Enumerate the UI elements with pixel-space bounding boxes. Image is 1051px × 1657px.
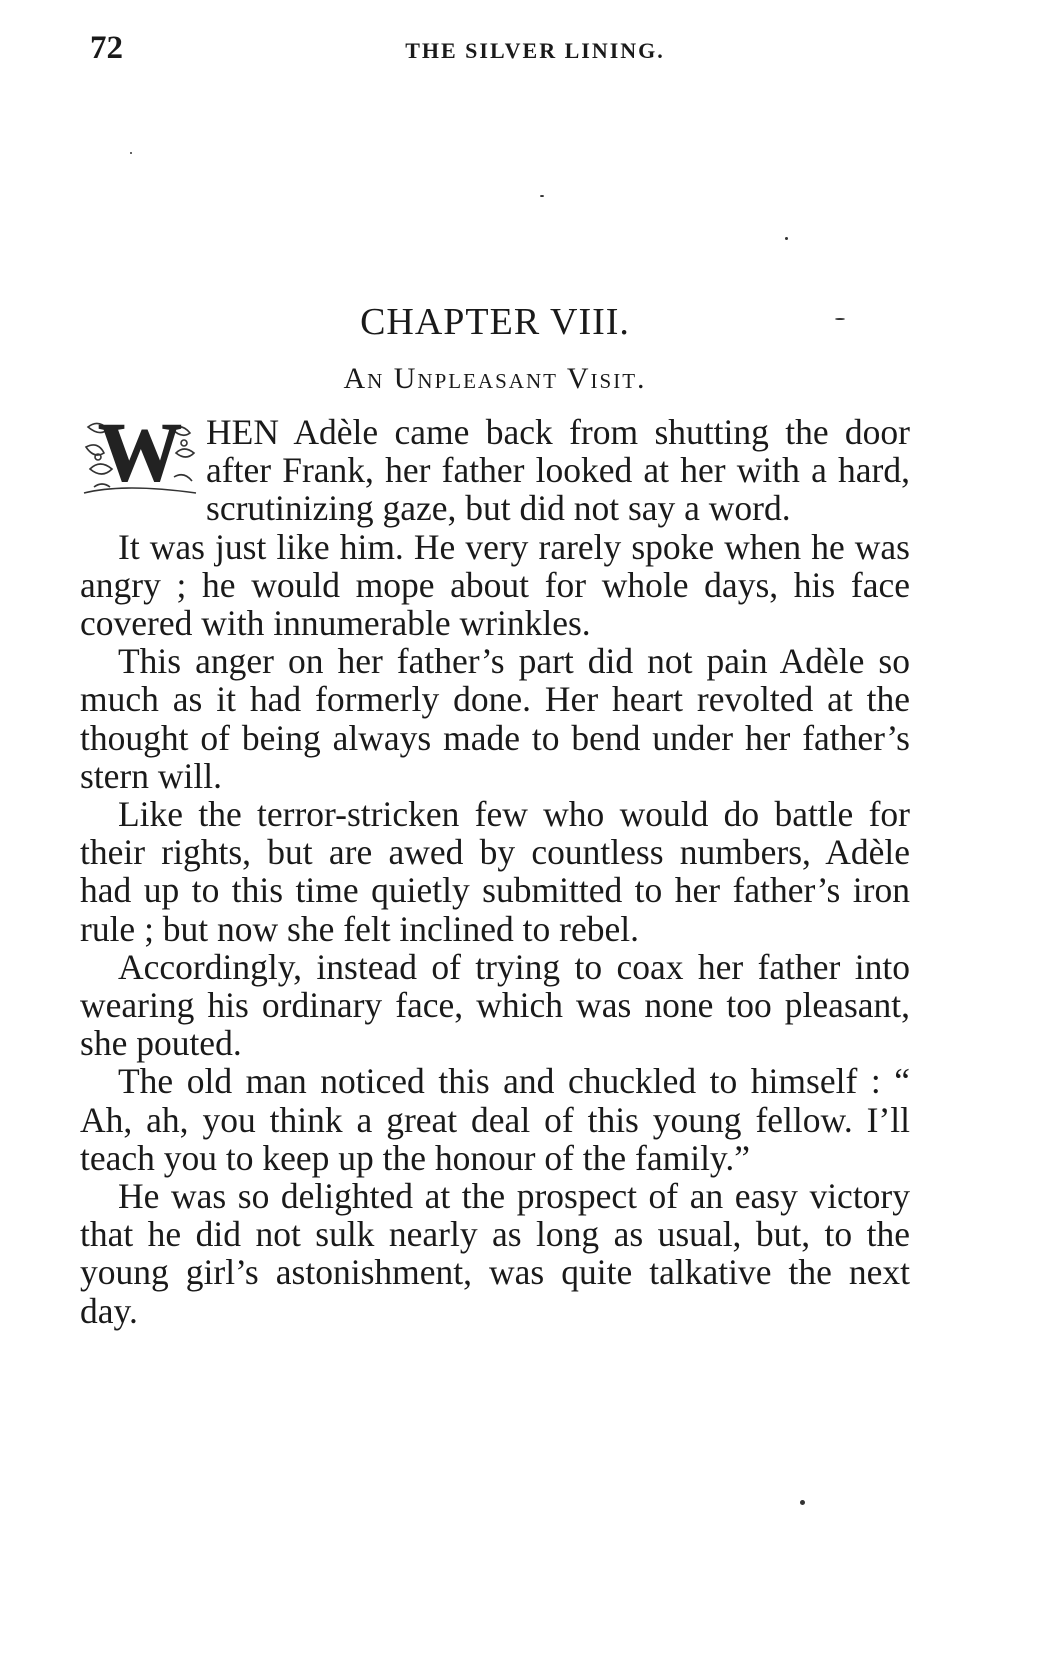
running-title: THE SILVER LINING.	[405, 38, 665, 63]
paragraph-2: It was just like him. He very rarely spoke when he was angry ; he would mope about for whole days, his face covered with innumerable wrinkles.	[80, 526, 910, 644]
print-speck	[540, 195, 544, 197]
print-speck	[785, 237, 788, 240]
body-text	[80, 406, 910, 1331]
paragraph-3: This anger on her father’s part did not pain Adèle so much as it had formerly done. Her heart revolted at the thought of being always made to bend under her father’s stern will.	[80, 641, 910, 796]
running-head	[80, 30, 910, 70]
chapter-subtitle: An Unpleasant Visit.	[343, 362, 647, 395]
paragraph-1-text: HEN Adèle came back from shutting the door after Frank, her father looked at her with a hard, scrutinizing gaze, but did not say a word.	[206, 412, 910, 529]
print-speck	[800, 1500, 805, 1505]
paragraph-7: He was so delighted at the prospect of an easy victory that he did not sulk nearly as long as usual, but, to the young girl’s astonishment, was quite talkative the next day.	[80, 1176, 910, 1331]
page-number: 72	[90, 30, 123, 66]
dropcap-letter: W	[98, 406, 182, 499]
paragraph-6: The old man noticed this and chuckled to himself : “ Ah, ah, you think a great deal of this young fellow. I’ll teach you to keep up the honour of the family.”	[80, 1061, 910, 1178]
dropcap-ornament	[80, 406, 200, 499]
print-speck	[130, 152, 132, 154]
paragraph-1	[80, 406, 910, 529]
print-speck	[835, 318, 845, 320]
paragraph-4: Like the terror-stricken few who would do battle for their rights, but are awed by countless numbers, Adèle had up to this time quietly submitted to her father’s iron rule ; but now she felt inclined to rebel.	[80, 794, 910, 949]
chapter-title: CHAPTER VIII.	[360, 301, 630, 343]
paragraph-5: Accordingly, instead of trying to coax her father into wearing his ordinary face, which was none too pleasant, she pouted.	[80, 946, 910, 1064]
